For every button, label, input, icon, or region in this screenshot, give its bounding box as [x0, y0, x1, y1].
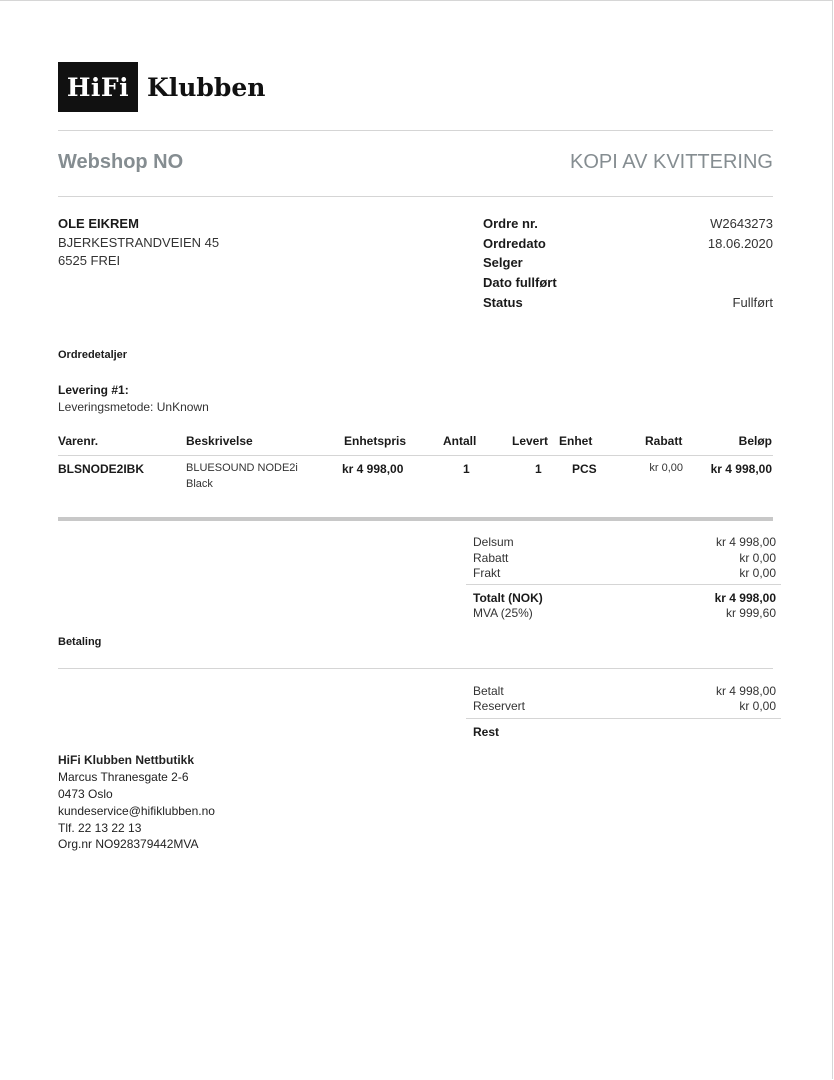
- receipt-title: KOPI AV KVITTERING: [569, 151, 773, 173]
- logo-wordmark: Klubben: [147, 72, 266, 102]
- footer-company: HiFi Klubben Nettbutikk: [58, 753, 194, 767]
- paid-label: Betalt: [473, 684, 504, 698]
- status-label: Status: [483, 295, 523, 310]
- shipping-value: kr 0,00: [739, 566, 776, 580]
- totals-rule: [466, 584, 781, 585]
- col-header-quantity: Antall: [443, 434, 477, 448]
- reserved-label: Reservert: [473, 699, 526, 713]
- status-value: Fullført: [732, 295, 773, 310]
- order-date-value: 18.06.2020: [707, 236, 773, 251]
- hifi-klubben-logo: [58, 62, 265, 112]
- shop-name: Webshop NO: [58, 151, 184, 173]
- footer-phone: Tlf. 22 13 22 13: [58, 821, 142, 835]
- order-details-title: Ordredetaljer: [58, 349, 128, 361]
- reserved-value: kr 0,00: [739, 699, 776, 713]
- shipping-label: Frakt: [473, 566, 501, 580]
- grand-total-value: kr 4 998,00: [714, 591, 776, 605]
- remaining-label: Rest: [473, 725, 500, 739]
- discount-total-label: Rabatt: [473, 551, 509, 565]
- payment-title: Betaling: [58, 636, 102, 648]
- row-quantity: 1: [463, 462, 470, 476]
- col-header-unit: Enhet: [559, 434, 593, 448]
- table-header-rule: [58, 455, 773, 456]
- row-sku: BLSNODE2IBK: [58, 462, 145, 476]
- row-unit-price: kr 4 998,00: [342, 462, 404, 476]
- row-amount: kr 4 998,00: [710, 462, 772, 476]
- payment-rule: [58, 668, 773, 669]
- order-date-label: Ordredato: [483, 236, 546, 251]
- discount-total-value: kr 0,00: [739, 551, 776, 565]
- vat-value: kr 999,60: [725, 606, 776, 620]
- subtotal-value: kr 4 998,00: [715, 535, 776, 549]
- row-description-line2: Black: [186, 478, 213, 490]
- divider-header: [58, 196, 773, 197]
- payment-totals-rule: [466, 718, 781, 719]
- row-delivered: 1: [535, 462, 542, 476]
- logo-box: HiFi: [58, 62, 138, 112]
- footer-city: 0473 Oslo: [58, 787, 113, 801]
- col-header-description: Beskrivelse: [186, 434, 253, 448]
- order-number-label: Ordre nr.: [483, 216, 538, 231]
- row-description-line1: BLUESOUND NODE2i: [186, 462, 298, 474]
- seller-label: Selger: [483, 255, 523, 270]
- footer-email: kundeservice@hifiklubben.no: [58, 804, 215, 818]
- col-header-sku: Varenr.: [58, 434, 99, 448]
- table-bottom-rule: [58, 517, 773, 521]
- grand-total-label: Totalt (NOK): [473, 591, 543, 605]
- footer-org-number: Org.nr NO928379442MVA: [58, 837, 199, 851]
- subtotal-label: Delsum: [473, 535, 514, 549]
- row-unit: PCS: [572, 462, 597, 476]
- customer-name: OLE EIKREM: [58, 216, 139, 231]
- row-discount: kr 0,00: [649, 462, 683, 474]
- completed-date-label: Dato fullført: [483, 275, 557, 290]
- vat-label: MVA (25%): [473, 606, 533, 620]
- col-header-unit-price: Enhetspris: [344, 434, 407, 448]
- order-number-value: W2643273: [710, 216, 773, 231]
- paid-value: kr 4 998,00: [715, 684, 776, 698]
- customer-address: BJERKESTRANDVEIEN 45: [58, 235, 220, 250]
- col-header-amount: Beløp: [738, 434, 772, 448]
- customer-postal: 6525 FREI: [58, 253, 121, 268]
- col-header-delivered: Levert: [512, 434, 549, 448]
- divider-top: [58, 130, 773, 131]
- delivery-method: Leveringsmetode: UnKnown: [58, 400, 209, 414]
- col-header-discount: Rabatt: [645, 434, 683, 448]
- delivery-title: Levering #1:: [58, 383, 129, 397]
- footer-street: Marcus Thranesgate 2-6: [58, 770, 189, 784]
